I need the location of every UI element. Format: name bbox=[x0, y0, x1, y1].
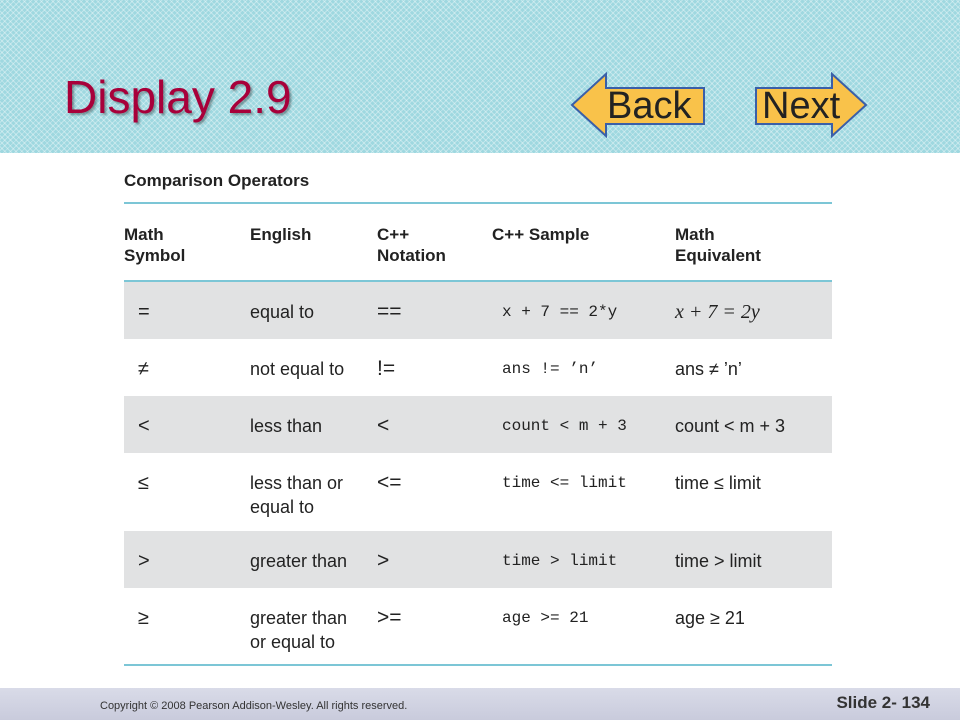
table-row bbox=[124, 531, 832, 588]
cell-notation: <= bbox=[377, 471, 402, 494]
copyright-text: Copyright © 2008 Pearson Addison-Wesley. All rights reserved. bbox=[100, 700, 408, 712]
cell-notation: > bbox=[377, 549, 390, 572]
comparison-operators-table bbox=[124, 170, 832, 666]
cell-english: less than bbox=[250, 416, 323, 436]
header-math-equivalent: Math Equivalent bbox=[675, 225, 761, 265]
cell-english: less than or equal to bbox=[250, 473, 344, 517]
cell-sample: time > limit bbox=[502, 552, 618, 570]
cell-symbol: ≤ bbox=[138, 472, 149, 494]
cell-symbol: < bbox=[138, 415, 150, 437]
cell-equivalent: x + 7 = 2y bbox=[675, 301, 760, 323]
cell-equivalent: count < m + 3 bbox=[675, 416, 786, 436]
table-title: Comparison Operators bbox=[124, 171, 310, 190]
table-row bbox=[124, 396, 832, 453]
cell-english: greater than bbox=[250, 551, 348, 571]
table-row bbox=[124, 453, 832, 531]
next-button[interactable] bbox=[754, 72, 868, 138]
table-row bbox=[124, 282, 832, 339]
cell-notation: >= bbox=[377, 606, 402, 629]
table-header-row bbox=[124, 204, 832, 282]
cell-notation: != bbox=[377, 357, 396, 380]
slide-footer bbox=[0, 688, 960, 720]
header-math-symbol: Math Symbol bbox=[124, 225, 186, 265]
table-row bbox=[124, 588, 832, 664]
table-row bbox=[124, 339, 832, 396]
back-button[interactable] bbox=[570, 72, 706, 138]
cell-english: equal to bbox=[250, 302, 315, 322]
cell-symbol: = bbox=[138, 301, 150, 323]
cell-symbol: ≥ bbox=[138, 607, 149, 629]
back-button-label: Back bbox=[607, 85, 692, 127]
cell-notation: < bbox=[377, 414, 390, 437]
cell-sample: count < m + 3 bbox=[502, 417, 627, 435]
header-english: English bbox=[250, 225, 312, 244]
cell-english: not equal to bbox=[250, 359, 345, 379]
cell-sample: age >= 21 bbox=[502, 609, 589, 627]
slide-header bbox=[0, 0, 960, 153]
slide-number: Slide 2- 134 bbox=[836, 693, 930, 712]
cell-sample: x + 7 == 2*y bbox=[502, 303, 618, 321]
cell-sample: time <= limit bbox=[502, 474, 627, 492]
cell-notation: == bbox=[377, 300, 402, 323]
next-button-label: Next bbox=[762, 85, 841, 127]
cell-symbol: ≠ bbox=[138, 358, 149, 380]
cell-symbol: > bbox=[138, 550, 150, 572]
table-bottom-rule bbox=[124, 664, 832, 666]
cell-english: greater than or equal to bbox=[250, 608, 348, 652]
slide-title: Display 2.9 bbox=[64, 71, 292, 123]
header-cpp-notation: C++ Notation bbox=[377, 225, 446, 265]
cell-sample: ans != ’n’ bbox=[502, 360, 599, 378]
cell-equivalent: time ≤ limit bbox=[675, 473, 761, 493]
cell-equivalent: time > limit bbox=[675, 551, 762, 571]
header-cpp-sample: C++ Sample bbox=[492, 225, 590, 244]
cell-equivalent: age ≥ 21 bbox=[675, 608, 745, 628]
cell-equivalent: ans ≠ ’n’ bbox=[675, 359, 742, 379]
